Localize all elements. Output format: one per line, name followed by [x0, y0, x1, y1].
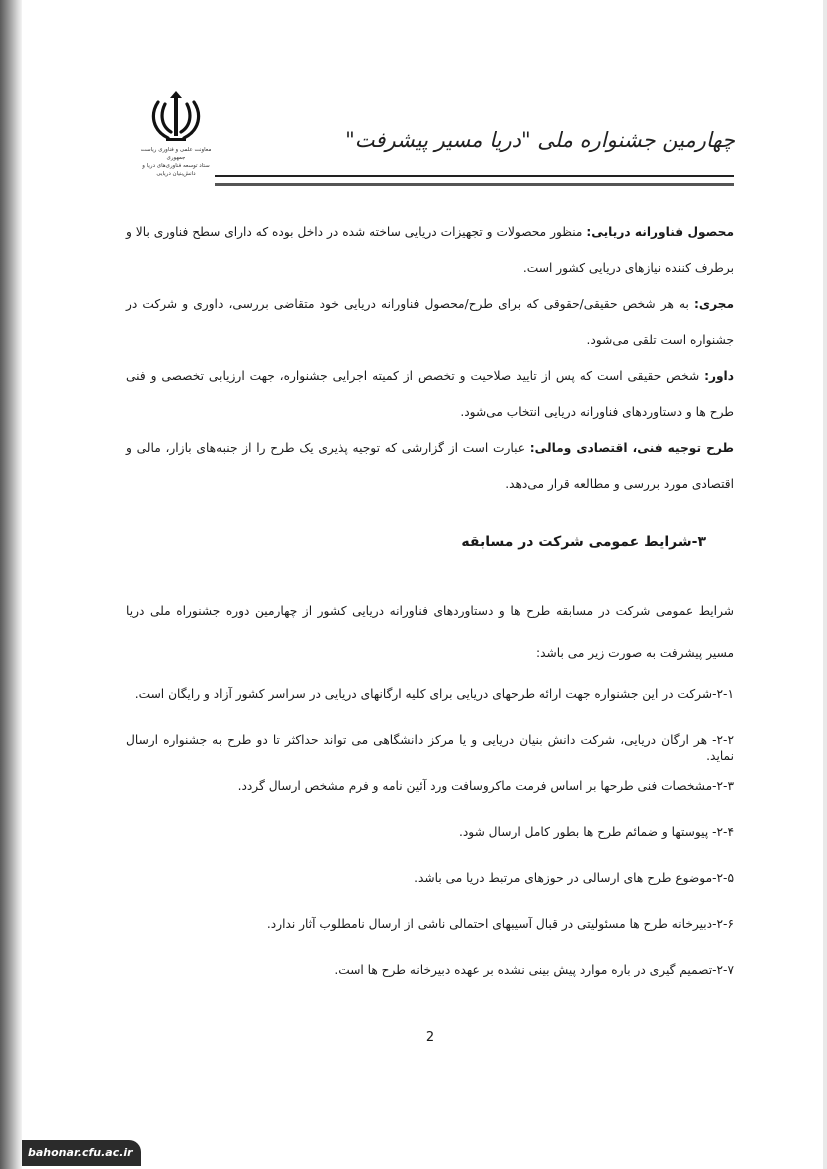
header-divider: [215, 175, 734, 186]
definition-text: عبارت است از گزارشی که توجیه پذیری یک طرح را از جنبه‌های بازار، مالی و اقتصادی مورد بررسی و مطالعه قرار می‌دهد.: [126, 441, 734, 491]
section-heading: ۳-شرایط عمومی شرکت در مسابقه: [461, 534, 706, 550]
scan-shadow-edge: [0, 0, 22, 1169]
section-intro: شرایط عمومی شرکت در مسابقه طرح ها و دستاوردهای فناورانه دریایی کشور از چهارمین دوره جشنوراه ملی دریا مسیر پیشرفت به صورت زیر می باشد:: [126, 604, 734, 660]
list-item: ۲-۳-مشخصات فنی طرحها بر اساس فرمت ماکروسافت ورد آئین نامه و فرم مشخص ارسال گردد.: [237, 779, 734, 793]
definition-product: [126, 214, 734, 286]
list-item: ۲-۱-شرکت در این جشنواره جهت ارائه طرحهای دریایی برای کلیه ارگانهای دریایی در سراسر کشور آزاد و رایگان است.: [134, 687, 734, 701]
definition-judge: [126, 358, 734, 430]
definition-text: شخص حقیقی است که پس از تایید صلاحیت و تخصص از کمیته اجرایی جشنواره، جهت ارزیابی تخصصی و فنی طرح ها و دستاوردهای فناورانه دریایی انتخاب می‌شود.: [126, 369, 734, 419]
list-item: ۲-۷-تصمیم گیری در باره موارد پیش بینی نشده بر عهده دبیرخانه طرح ها است.: [334, 963, 734, 977]
definition-term: داور:: [704, 369, 734, 383]
definition-text: منظور محصولات و تجهیزات دریایی ساخته شده در داخل بوده که دارای سطح فناوری بالا و برطرف کننده نیازهای دریایی کشور است.: [126, 225, 734, 275]
spacer: [126, 560, 734, 590]
list-item: ۲-۲- هر ارگان دریایی، شرکت دانش بنیان دریایی و یا مرکز دانشگاهی می تواند حداکثر تا دو طرح به جشنواره ارسال نماید.: [126, 733, 734, 763]
iran-emblem-icon: [148, 88, 204, 144]
list-item: ۲-۶-دبیرخانه طرح ها مسئولیتی در قبال آسیبهای احتمالی ناشی از ارسال نامطلوب آثار ندارد.: [266, 917, 734, 931]
definition-feasibility: [126, 430, 734, 502]
festival-title: چهارمین جشنواره ملی "دریا مسیر پیشرفت": [345, 128, 735, 152]
page-number: 2: [425, 1030, 435, 1045]
spacer: [126, 674, 734, 686]
definition-text: به هر شخص حقیقی/حقوقی که برای طرح/محصول فناورانه دریایی خود متقاضی بررسی، داوری و شرکت در جشنواره است تلقی می‌شود.: [126, 297, 734, 347]
list-item: ۲-۵-موضوع طرح های ارسالی در حوزهای مرتبط دریا می باشد.: [414, 871, 734, 885]
document-body: [126, 214, 734, 1008]
definition-term: طرح توجیه فنی، اقتصادی ومالی:: [529, 441, 734, 455]
site-watermark: bahonar.cfu.ac.ir: [22, 1140, 141, 1166]
definition-term: محصول فناورانه دریایی:: [586, 225, 734, 239]
list-item: ۲-۴- پیوستها و ضمائم طرح ها بطور کامل ارسال شود.: [459, 825, 734, 839]
scan-right-edge: [823, 0, 827, 1169]
definition-term: مجری:: [694, 297, 734, 311]
definition-executor: [126, 286, 734, 358]
emblem-caption: معاونت علمی و فناوری ریاست جمهوری ستاد توسعه فناوری‌های دریا و دانش‌بنیان دریایی: [140, 147, 212, 177]
